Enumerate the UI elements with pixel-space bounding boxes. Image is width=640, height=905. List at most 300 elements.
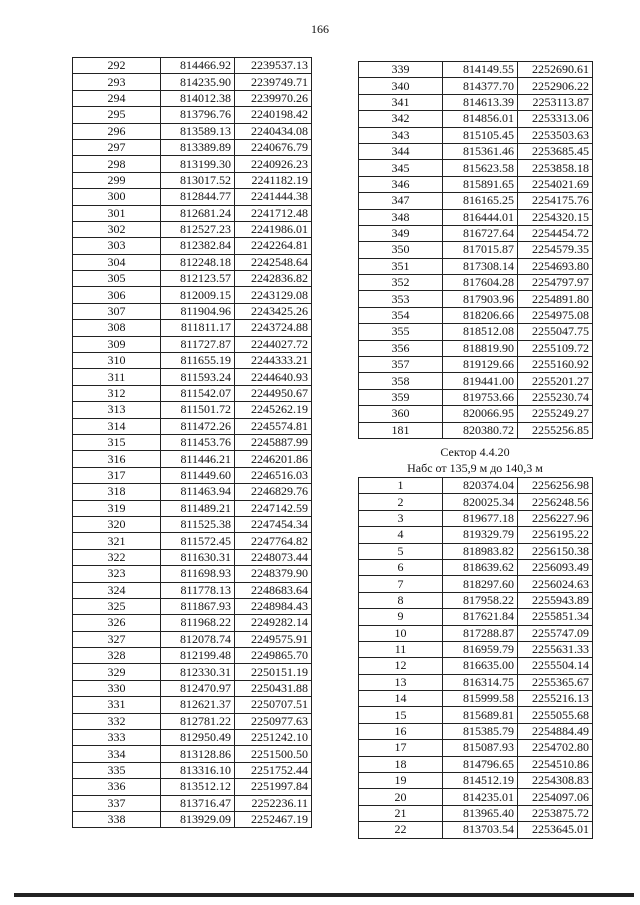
- table-row: [359, 510, 593, 526]
- table-row: [359, 658, 593, 674]
- y-coordinate-cell: 2248073.44: [235, 549, 312, 565]
- y-coordinate-cell: 2248379.90: [235, 566, 312, 582]
- table-row: [73, 58, 312, 74]
- point-number-cell: 339: [359, 62, 443, 78]
- point-number-cell: 315: [73, 434, 161, 450]
- y-coordinate-cell: 2255216.13: [518, 691, 593, 707]
- x-coordinate-cell: 812382.84: [161, 238, 235, 254]
- x-coordinate-cell: 814796.65: [443, 756, 518, 772]
- x-coordinate-cell: 813389.89: [161, 139, 235, 155]
- x-coordinate-cell: 816165.25: [443, 193, 518, 209]
- table-row: [359, 357, 593, 373]
- table-row: [73, 730, 312, 746]
- x-coordinate-cell: 813589.13: [161, 123, 235, 139]
- table-row: [73, 484, 312, 500]
- point-number-cell: 331: [73, 697, 161, 713]
- table-row: [359, 805, 593, 821]
- y-coordinate-cell: 2253875.72: [518, 805, 593, 821]
- table-row: [359, 494, 593, 510]
- y-coordinate-cell: 2255230.74: [518, 389, 593, 405]
- point-number-cell: 354: [359, 307, 443, 323]
- table-row: [359, 609, 593, 625]
- y-coordinate-cell: 2242548.64: [235, 254, 312, 270]
- x-coordinate-cell: 818512.08: [443, 324, 518, 340]
- y-coordinate-cell: 2253503.63: [518, 127, 593, 143]
- y-coordinate-cell: 2255851.34: [518, 609, 593, 625]
- x-coordinate-cell: 813199.30: [161, 156, 235, 172]
- point-number-cell: 308: [73, 320, 161, 336]
- table-row: [359, 559, 593, 575]
- point-number-cell: 319: [73, 500, 161, 516]
- point-number-cell: 301: [73, 205, 161, 221]
- x-coordinate-cell: 819329.79: [443, 527, 518, 543]
- y-coordinate-cell: 2245574.81: [235, 418, 312, 434]
- y-coordinate-cell: 2242264.81: [235, 238, 312, 254]
- y-coordinate-cell: 2249282.14: [235, 615, 312, 631]
- point-number-cell: 320: [73, 516, 161, 532]
- x-coordinate-cell: 811867.93: [161, 598, 235, 614]
- x-coordinate-cell: 811472.26: [161, 418, 235, 434]
- point-number-cell: 322: [73, 549, 161, 565]
- y-coordinate-cell: 2250707.51: [235, 697, 312, 713]
- y-coordinate-cell: 2241182.19: [235, 172, 312, 188]
- x-coordinate-cell: 815105.45: [443, 127, 518, 143]
- point-number-cell: 309: [73, 336, 161, 352]
- y-coordinate-cell: 2254702.80: [518, 740, 593, 756]
- table-row: [73, 221, 312, 237]
- y-coordinate-cell: 2240676.79: [235, 139, 312, 155]
- point-number-cell: 340: [359, 78, 443, 94]
- x-coordinate-cell: 812330.31: [161, 664, 235, 680]
- point-number-cell: 11: [359, 641, 443, 657]
- x-coordinate-cell: 812470.97: [161, 680, 235, 696]
- x-coordinate-cell: 815689.81: [443, 707, 518, 723]
- table-row: [73, 189, 312, 205]
- table-row: [73, 336, 312, 352]
- x-coordinate-cell: 811811.17: [161, 320, 235, 336]
- x-coordinate-cell: 815623.58: [443, 160, 518, 176]
- point-number-cell: 18: [359, 756, 443, 772]
- point-number-cell: 12: [359, 658, 443, 674]
- y-coordinate-cell: 2239970.26: [235, 90, 312, 106]
- x-coordinate-cell: 818983.82: [443, 543, 518, 559]
- y-coordinate-cell: 2256248.56: [518, 494, 593, 510]
- y-coordinate-cell: 2239749.71: [235, 74, 312, 90]
- point-number-cell: 317: [73, 467, 161, 483]
- x-coordinate-cell: 812527.23: [161, 221, 235, 237]
- coordinates-table-left: [72, 57, 312, 828]
- y-coordinate-cell: 2256195.22: [518, 527, 593, 543]
- y-coordinate-cell: 2249865.70: [235, 648, 312, 664]
- point-number-cell: 14: [359, 691, 443, 707]
- y-coordinate-cell: 2254975.08: [518, 307, 593, 323]
- point-number-cell: 7: [359, 576, 443, 592]
- x-coordinate-cell: 811453.76: [161, 434, 235, 450]
- point-number-cell: 351: [359, 258, 443, 274]
- x-coordinate-cell: 817958.22: [443, 592, 518, 608]
- point-number-cell: 344: [359, 143, 443, 159]
- point-number-cell: 355: [359, 324, 443, 340]
- point-number-cell: 17: [359, 740, 443, 756]
- y-coordinate-cell: 2247764.82: [235, 533, 312, 549]
- table-row: [359, 723, 593, 739]
- y-coordinate-cell: 2256024.63: [518, 576, 593, 592]
- y-coordinate-cell: 2240434.08: [235, 123, 312, 139]
- y-coordinate-cell: 2255631.33: [518, 641, 593, 657]
- x-coordinate-cell: 812781.22: [161, 713, 235, 729]
- point-number-cell: 334: [73, 746, 161, 762]
- table-row: [359, 625, 593, 641]
- x-coordinate-cell: 811904.96: [161, 303, 235, 319]
- x-coordinate-cell: 812078.74: [161, 631, 235, 647]
- x-coordinate-cell: 813316.10: [161, 762, 235, 778]
- y-coordinate-cell: 2253858.18: [518, 160, 593, 176]
- point-number-cell: 294: [73, 90, 161, 106]
- table-row: [73, 74, 312, 90]
- y-coordinate-cell: 2251242.10: [235, 730, 312, 746]
- x-coordinate-cell: 812950.49: [161, 730, 235, 746]
- point-number-cell: 181: [359, 422, 443, 438]
- table-row: [73, 107, 312, 123]
- point-number-cell: 341: [359, 94, 443, 110]
- y-coordinate-cell: 2254308.83: [518, 773, 593, 789]
- y-coordinate-cell: 2250977.63: [235, 713, 312, 729]
- table-row: [359, 127, 593, 143]
- point-number-cell: 311: [73, 369, 161, 385]
- x-coordinate-cell: 820025.34: [443, 494, 518, 510]
- point-number-cell: 338: [73, 811, 161, 827]
- x-coordinate-cell: 814377.70: [443, 78, 518, 94]
- table-row: [73, 271, 312, 287]
- point-number-cell: 292: [73, 58, 161, 74]
- table-row: [73, 516, 312, 532]
- y-coordinate-cell: 2250151.19: [235, 664, 312, 680]
- table-row: [359, 143, 593, 159]
- table-row: [359, 406, 593, 422]
- x-coordinate-cell: 817604.28: [443, 275, 518, 291]
- table-row: [359, 527, 593, 543]
- x-coordinate-cell: 811489.21: [161, 500, 235, 516]
- x-coordinate-cell: 818206.66: [443, 307, 518, 323]
- point-number-cell: 318: [73, 484, 161, 500]
- table-row: [73, 90, 312, 106]
- x-coordinate-cell: 811630.31: [161, 549, 235, 565]
- table-row: [359, 789, 593, 805]
- x-coordinate-cell: 811501.72: [161, 402, 235, 418]
- table-row: [73, 123, 312, 139]
- x-coordinate-cell: 813796.76: [161, 107, 235, 123]
- table-row: [73, 172, 312, 188]
- point-number-cell: 359: [359, 389, 443, 405]
- y-coordinate-cell: 2249575.91: [235, 631, 312, 647]
- table-row: [73, 762, 312, 778]
- y-coordinate-cell: 2241712.48: [235, 205, 312, 221]
- table-row: [73, 631, 312, 647]
- point-number-cell: 310: [73, 353, 161, 369]
- y-coordinate-cell: 2256093.49: [518, 559, 593, 575]
- x-coordinate-cell: 817288.87: [443, 625, 518, 641]
- y-coordinate-cell: 2242836.82: [235, 271, 312, 287]
- point-number-cell: 303: [73, 238, 161, 254]
- y-coordinate-cell: 2251500.50: [235, 746, 312, 762]
- y-coordinate-cell: 2254320.15: [518, 209, 593, 225]
- table-row: [73, 746, 312, 762]
- x-coordinate-cell: 814149.55: [443, 62, 518, 78]
- y-coordinate-cell: 2240926.23: [235, 156, 312, 172]
- table-row: [359, 94, 593, 110]
- table-row: [73, 615, 312, 631]
- y-coordinate-cell: 2255365.67: [518, 674, 593, 690]
- y-coordinate-cell: 2255943.89: [518, 592, 593, 608]
- x-coordinate-cell: 813716.47: [161, 795, 235, 811]
- x-coordinate-cell: 819129.66: [443, 357, 518, 373]
- table-row: [73, 648, 312, 664]
- y-coordinate-cell: 2254797.97: [518, 275, 593, 291]
- table-row: [73, 303, 312, 319]
- y-coordinate-cell: 2255249.27: [518, 406, 593, 422]
- y-coordinate-cell: 2244950.67: [235, 385, 312, 401]
- point-number-cell: 342: [359, 111, 443, 127]
- y-coordinate-cell: 2245887.99: [235, 434, 312, 450]
- table-row: [73, 811, 312, 827]
- table-row: [73, 779, 312, 795]
- point-number-cell: 316: [73, 451, 161, 467]
- y-coordinate-cell: 2256227.96: [518, 510, 593, 526]
- x-coordinate-cell: 818297.60: [443, 576, 518, 592]
- point-number-cell: 347: [359, 193, 443, 209]
- x-coordinate-cell: 812248.18: [161, 254, 235, 270]
- y-coordinate-cell: 2252467.19: [235, 811, 312, 827]
- x-coordinate-cell: 812681.24: [161, 205, 235, 221]
- table-row: [359, 707, 593, 723]
- x-coordinate-cell: 819441.00: [443, 373, 518, 389]
- x-coordinate-cell: 814512.19: [443, 773, 518, 789]
- point-number-cell: 9: [359, 609, 443, 625]
- table-row: [359, 478, 593, 494]
- y-coordinate-cell: 2255047.75: [518, 324, 593, 340]
- table-row: [73, 533, 312, 549]
- x-coordinate-cell: 818639.62: [443, 559, 518, 575]
- x-coordinate-cell: 820374.04: [443, 478, 518, 494]
- table-row: [359, 193, 593, 209]
- x-coordinate-cell: 811449.60: [161, 467, 235, 483]
- y-coordinate-cell: 2252690.61: [518, 62, 593, 78]
- point-number-cell: 352: [359, 275, 443, 291]
- table-row: [73, 713, 312, 729]
- y-coordinate-cell: 2244640.93: [235, 369, 312, 385]
- table-row: [73, 320, 312, 336]
- table-row: [73, 664, 312, 680]
- point-number-cell: 323: [73, 566, 161, 582]
- x-coordinate-cell: 812199.48: [161, 648, 235, 664]
- point-number-cell: 346: [359, 176, 443, 192]
- point-number-cell: 305: [73, 271, 161, 287]
- y-coordinate-cell: 2253645.01: [518, 822, 593, 838]
- table-row: [359, 62, 593, 78]
- table-row: [359, 324, 593, 340]
- point-number-cell: 336: [73, 779, 161, 795]
- table-row: [73, 254, 312, 270]
- y-coordinate-cell: 2253313.06: [518, 111, 593, 127]
- y-coordinate-cell: 2250431.88: [235, 680, 312, 696]
- page-bottom-rule: [14, 893, 634, 897]
- table-row: [73, 369, 312, 385]
- point-number-cell: 4: [359, 527, 443, 543]
- sector-header: [358, 444, 592, 476]
- table-row: [73, 434, 312, 450]
- y-coordinate-cell: 2246829.76: [235, 484, 312, 500]
- table-row: [359, 307, 593, 323]
- sector-subtitle: Набс от 135,9 м до 140,3 м: [407, 461, 543, 475]
- x-coordinate-cell: 816635.00: [443, 658, 518, 674]
- point-number-cell: 304: [73, 254, 161, 270]
- x-coordinate-cell: 811542.07: [161, 385, 235, 401]
- point-number-cell: 330: [73, 680, 161, 696]
- y-coordinate-cell: 2239537.13: [235, 58, 312, 74]
- y-coordinate-cell: 2253685.45: [518, 143, 593, 159]
- y-coordinate-cell: 2254021.69: [518, 176, 593, 192]
- table-row: [359, 641, 593, 657]
- y-coordinate-cell: 2243724.88: [235, 320, 312, 336]
- x-coordinate-cell: 815999.58: [443, 691, 518, 707]
- y-coordinate-cell: 2256256.98: [518, 478, 593, 494]
- x-coordinate-cell: 817621.84: [443, 609, 518, 625]
- table-row: [359, 225, 593, 241]
- table-row: [73, 238, 312, 254]
- y-coordinate-cell: 2241444.38: [235, 189, 312, 205]
- point-number-cell: 8: [359, 592, 443, 608]
- coordinates-table-right: [358, 61, 593, 439]
- x-coordinate-cell: 812844.77: [161, 189, 235, 205]
- point-number-cell: 314: [73, 418, 161, 434]
- point-number-cell: 22: [359, 822, 443, 838]
- x-coordinate-cell: 816314.75: [443, 674, 518, 690]
- point-number-cell: 348: [359, 209, 443, 225]
- point-number-cell: 298: [73, 156, 161, 172]
- point-number-cell: 357: [359, 357, 443, 373]
- x-coordinate-cell: 812123.57: [161, 271, 235, 287]
- x-coordinate-cell: 819753.66: [443, 389, 518, 405]
- table-row: [73, 451, 312, 467]
- y-coordinate-cell: 2254891.80: [518, 291, 593, 307]
- x-coordinate-cell: 813512.12: [161, 779, 235, 795]
- y-coordinate-cell: 2240198.42: [235, 107, 312, 123]
- x-coordinate-cell: 816444.01: [443, 209, 518, 225]
- point-number-cell: 13: [359, 674, 443, 690]
- point-number-cell: 328: [73, 648, 161, 664]
- table-row: [359, 78, 593, 94]
- table-row: [359, 242, 593, 258]
- x-coordinate-cell: 815385.79: [443, 723, 518, 739]
- point-number-cell: 16: [359, 723, 443, 739]
- table-row: [73, 402, 312, 418]
- y-coordinate-cell: 2255201.27: [518, 373, 593, 389]
- x-coordinate-cell: 811778.13: [161, 582, 235, 598]
- table-row: [73, 156, 312, 172]
- y-coordinate-cell: 2254097.06: [518, 789, 593, 805]
- point-number-cell: 20: [359, 789, 443, 805]
- point-number-cell: 306: [73, 287, 161, 303]
- table-row: [73, 795, 312, 811]
- point-number-cell: 345: [359, 160, 443, 176]
- table-row: [359, 674, 593, 690]
- table-row: [359, 422, 593, 438]
- y-coordinate-cell: 2243425.26: [235, 303, 312, 319]
- y-coordinate-cell: 2255160.92: [518, 357, 593, 373]
- x-coordinate-cell: 815087.93: [443, 740, 518, 756]
- point-number-cell: 299: [73, 172, 161, 188]
- x-coordinate-cell: 813929.09: [161, 811, 235, 827]
- x-coordinate-cell: 814466.92: [161, 58, 235, 74]
- x-coordinate-cell: 811727.87: [161, 336, 235, 352]
- point-number-cell: 360: [359, 406, 443, 422]
- x-coordinate-cell: 811525.38: [161, 516, 235, 532]
- point-number-cell: 343: [359, 127, 443, 143]
- y-coordinate-cell: 2244027.72: [235, 336, 312, 352]
- x-coordinate-cell: 814012.38: [161, 90, 235, 106]
- y-coordinate-cell: 2254510.86: [518, 756, 593, 772]
- x-coordinate-cell: 811572.45: [161, 533, 235, 549]
- x-coordinate-cell: 813703.54: [443, 822, 518, 838]
- y-coordinate-cell: 2244333.21: [235, 353, 312, 369]
- point-number-cell: 356: [359, 340, 443, 356]
- table-row: [359, 576, 593, 592]
- page-number: 166: [311, 22, 329, 36]
- y-coordinate-cell: 2243129.08: [235, 287, 312, 303]
- point-number-cell: 21: [359, 805, 443, 821]
- point-number-cell: 6: [359, 559, 443, 575]
- y-coordinate-cell: 2252236.11: [235, 795, 312, 811]
- table-row: [359, 756, 593, 772]
- table-row: [73, 680, 312, 696]
- x-coordinate-cell: 813128.86: [161, 746, 235, 762]
- x-coordinate-cell: 812009.15: [161, 287, 235, 303]
- table-row: [73, 582, 312, 598]
- table-row: [73, 467, 312, 483]
- y-coordinate-cell: 2254175.76: [518, 193, 593, 209]
- y-coordinate-cell: 2254454.72: [518, 225, 593, 241]
- point-number-cell: 312: [73, 385, 161, 401]
- point-number-cell: 332: [73, 713, 161, 729]
- table-row: [359, 543, 593, 559]
- table-row: [359, 389, 593, 405]
- point-number-cell: 2: [359, 494, 443, 510]
- point-number-cell: 353: [359, 291, 443, 307]
- y-coordinate-cell: 2254693.80: [518, 258, 593, 274]
- point-number-cell: 313: [73, 402, 161, 418]
- y-coordinate-cell: 2245262.19: [235, 402, 312, 418]
- table-row: [73, 353, 312, 369]
- sector-title: Сектор 4.4.20: [440, 445, 510, 459]
- x-coordinate-cell: 820066.95: [443, 406, 518, 422]
- point-number-cell: 297: [73, 139, 161, 155]
- y-coordinate-cell: 2241986.01: [235, 221, 312, 237]
- point-number-cell: 326: [73, 615, 161, 631]
- point-number-cell: 307: [73, 303, 161, 319]
- point-number-cell: 10: [359, 625, 443, 641]
- table-row: [73, 418, 312, 434]
- point-number-cell: 3: [359, 510, 443, 526]
- y-coordinate-cell: 2252906.22: [518, 78, 593, 94]
- x-coordinate-cell: 811655.19: [161, 353, 235, 369]
- table-row: [359, 258, 593, 274]
- y-coordinate-cell: 2246516.03: [235, 467, 312, 483]
- y-coordinate-cell: 2255055.68: [518, 707, 593, 723]
- table-row: [73, 287, 312, 303]
- point-number-cell: 296: [73, 123, 161, 139]
- y-coordinate-cell: 2254579.35: [518, 242, 593, 258]
- table-row: [73, 500, 312, 516]
